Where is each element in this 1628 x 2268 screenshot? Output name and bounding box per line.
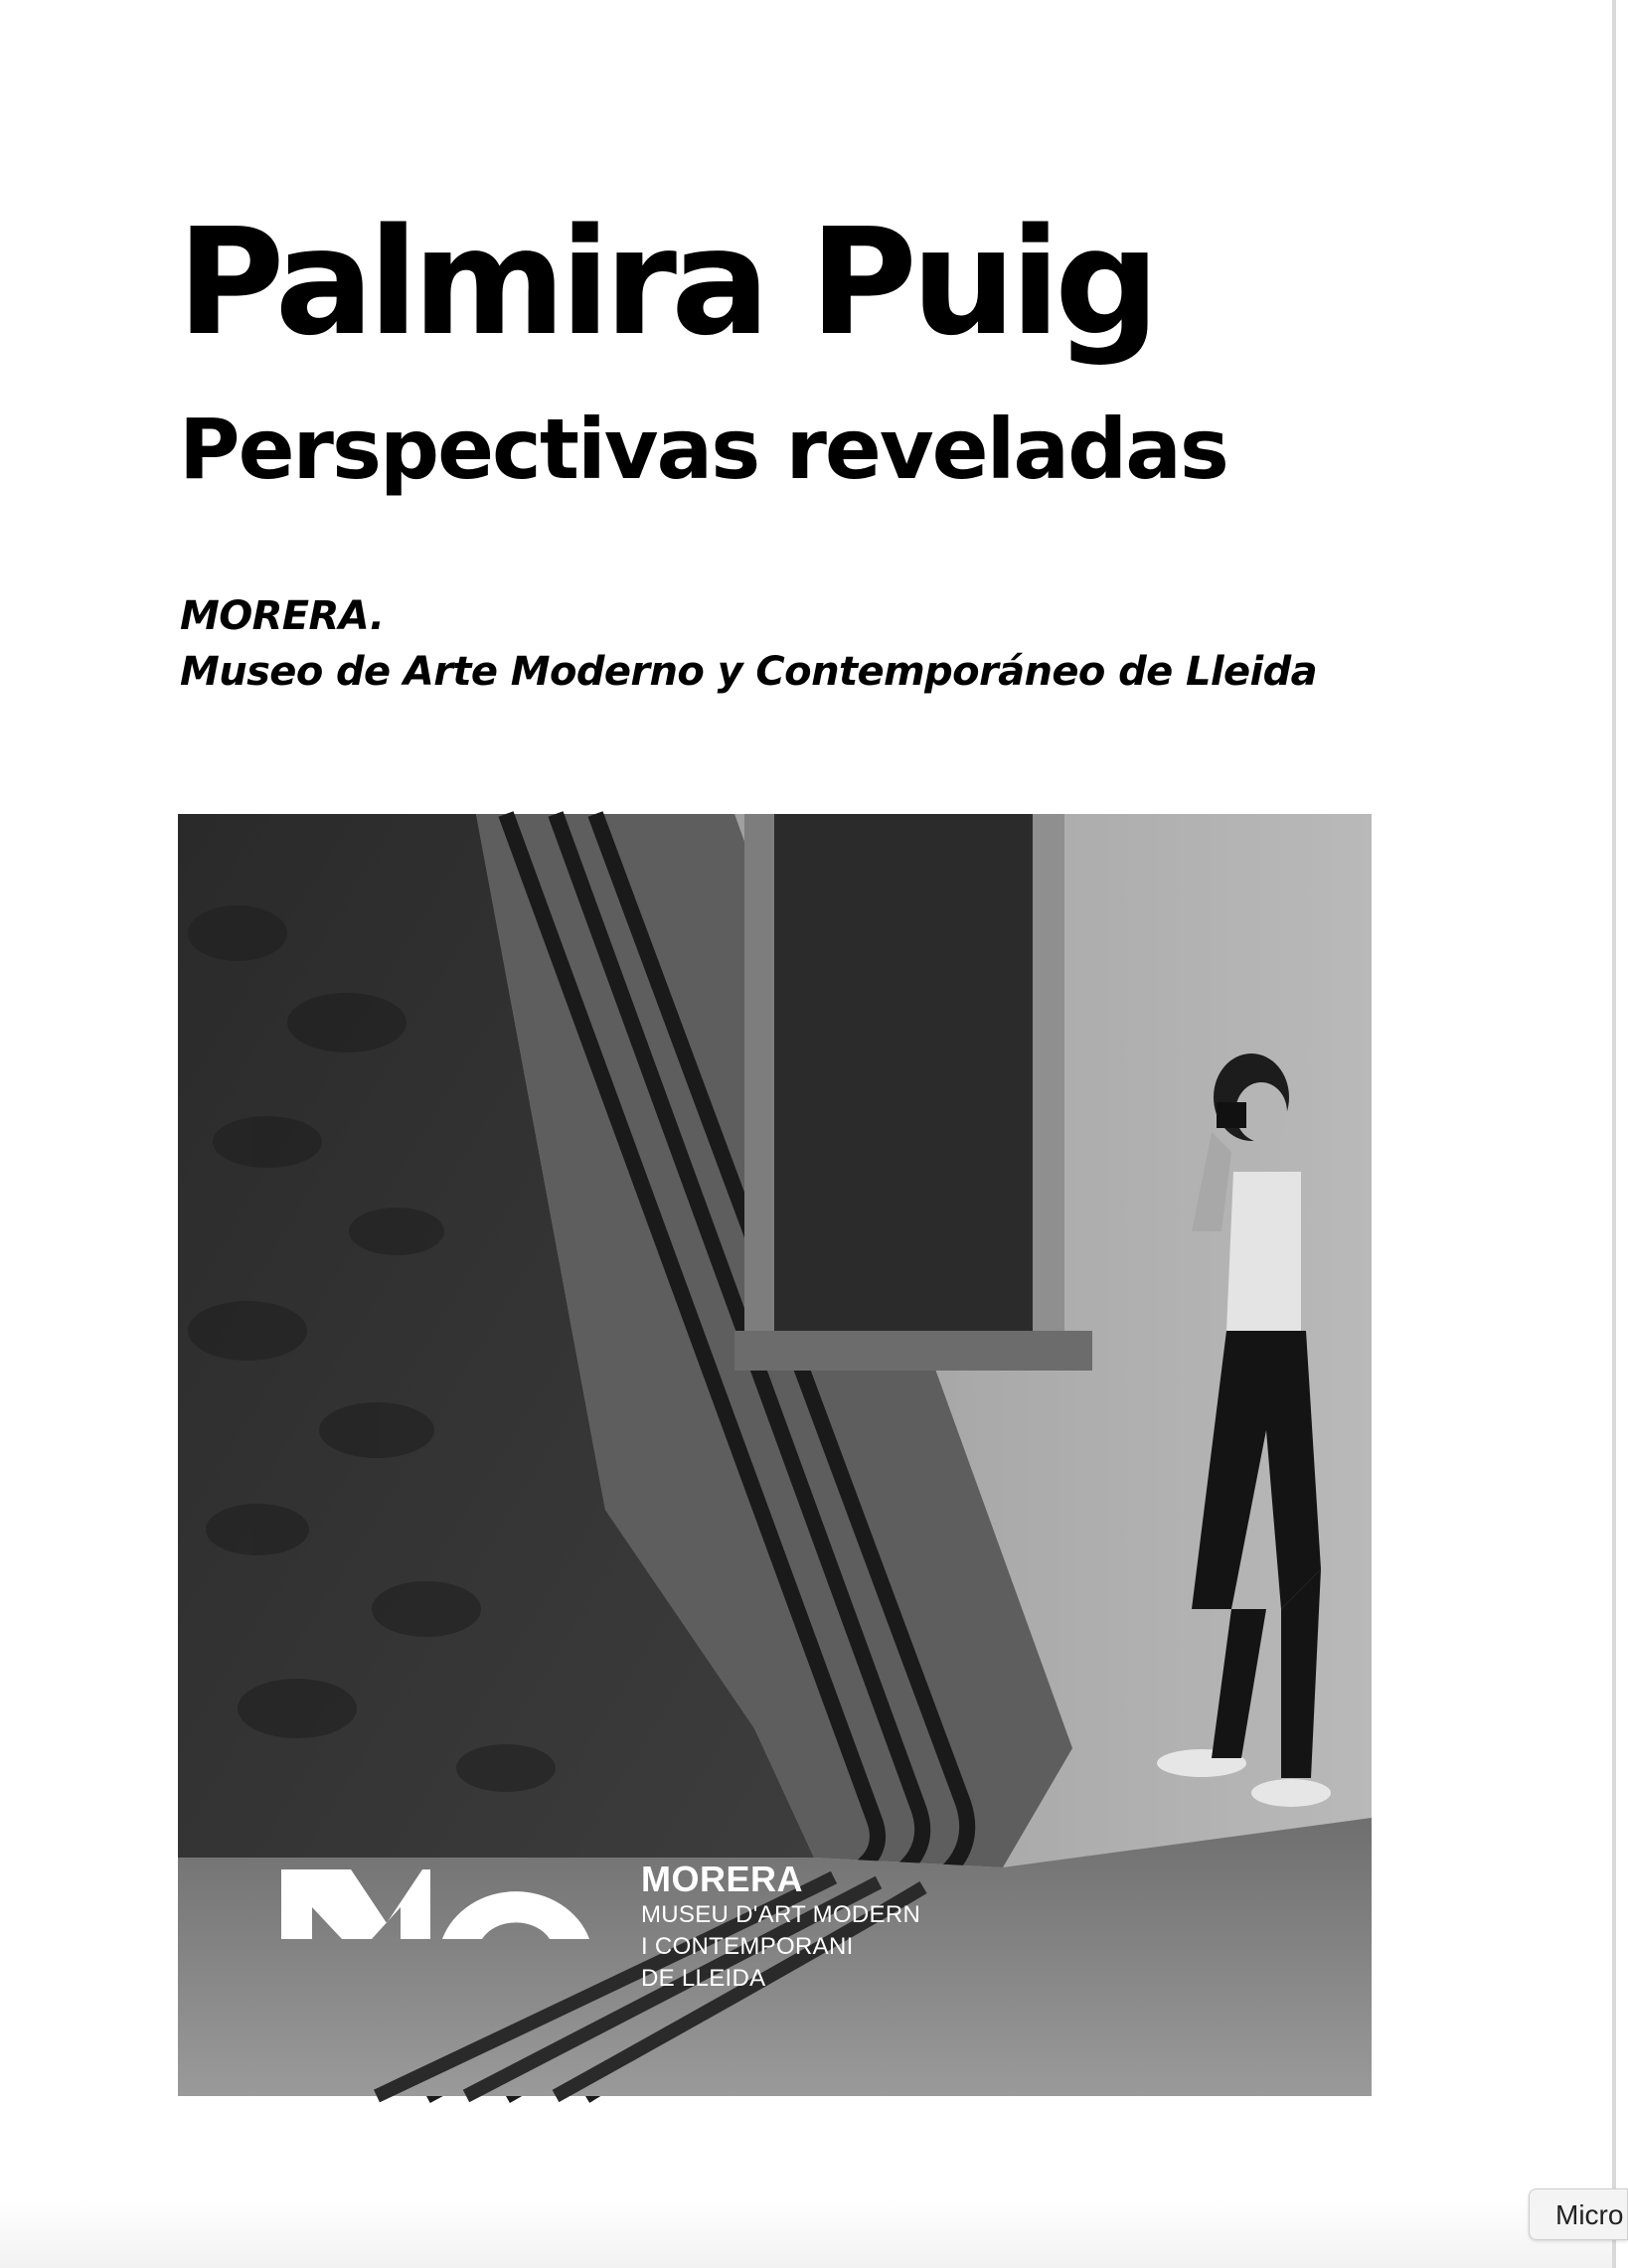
cover-photo [178, 814, 1372, 2096]
window [774, 814, 1033, 1331]
window-frame-right [1033, 814, 1064, 1351]
translate-chip[interactable]: Micro [1529, 2188, 1628, 2240]
logo-line-3: DE LLEIDA [641, 1965, 766, 1992]
document-title: Palmira Puig [177, 197, 1154, 368]
document-subtitle: Perspectivas reveladas [179, 401, 1227, 498]
venue-name: MORERA. [180, 593, 385, 639]
museum-logo-text [641, 1860, 920, 1995]
window-frame-left [744, 814, 774, 1351]
viewer-bottom-bar [0, 2198, 1612, 2268]
logo-line-1: MUSEU D'ART MODERN [641, 1901, 921, 1928]
logo-name: MORERA [641, 1859, 803, 1899]
logo-line-2: I CONTEMPORANI [641, 1933, 854, 1960]
venue-block [180, 588, 1317, 700]
page-edge [1612, 0, 1616, 2268]
venue-description: Museo de Arte Moderno y Contemporáneo de Lleida [180, 649, 1318, 695]
window-sill [734, 1331, 1092, 1371]
